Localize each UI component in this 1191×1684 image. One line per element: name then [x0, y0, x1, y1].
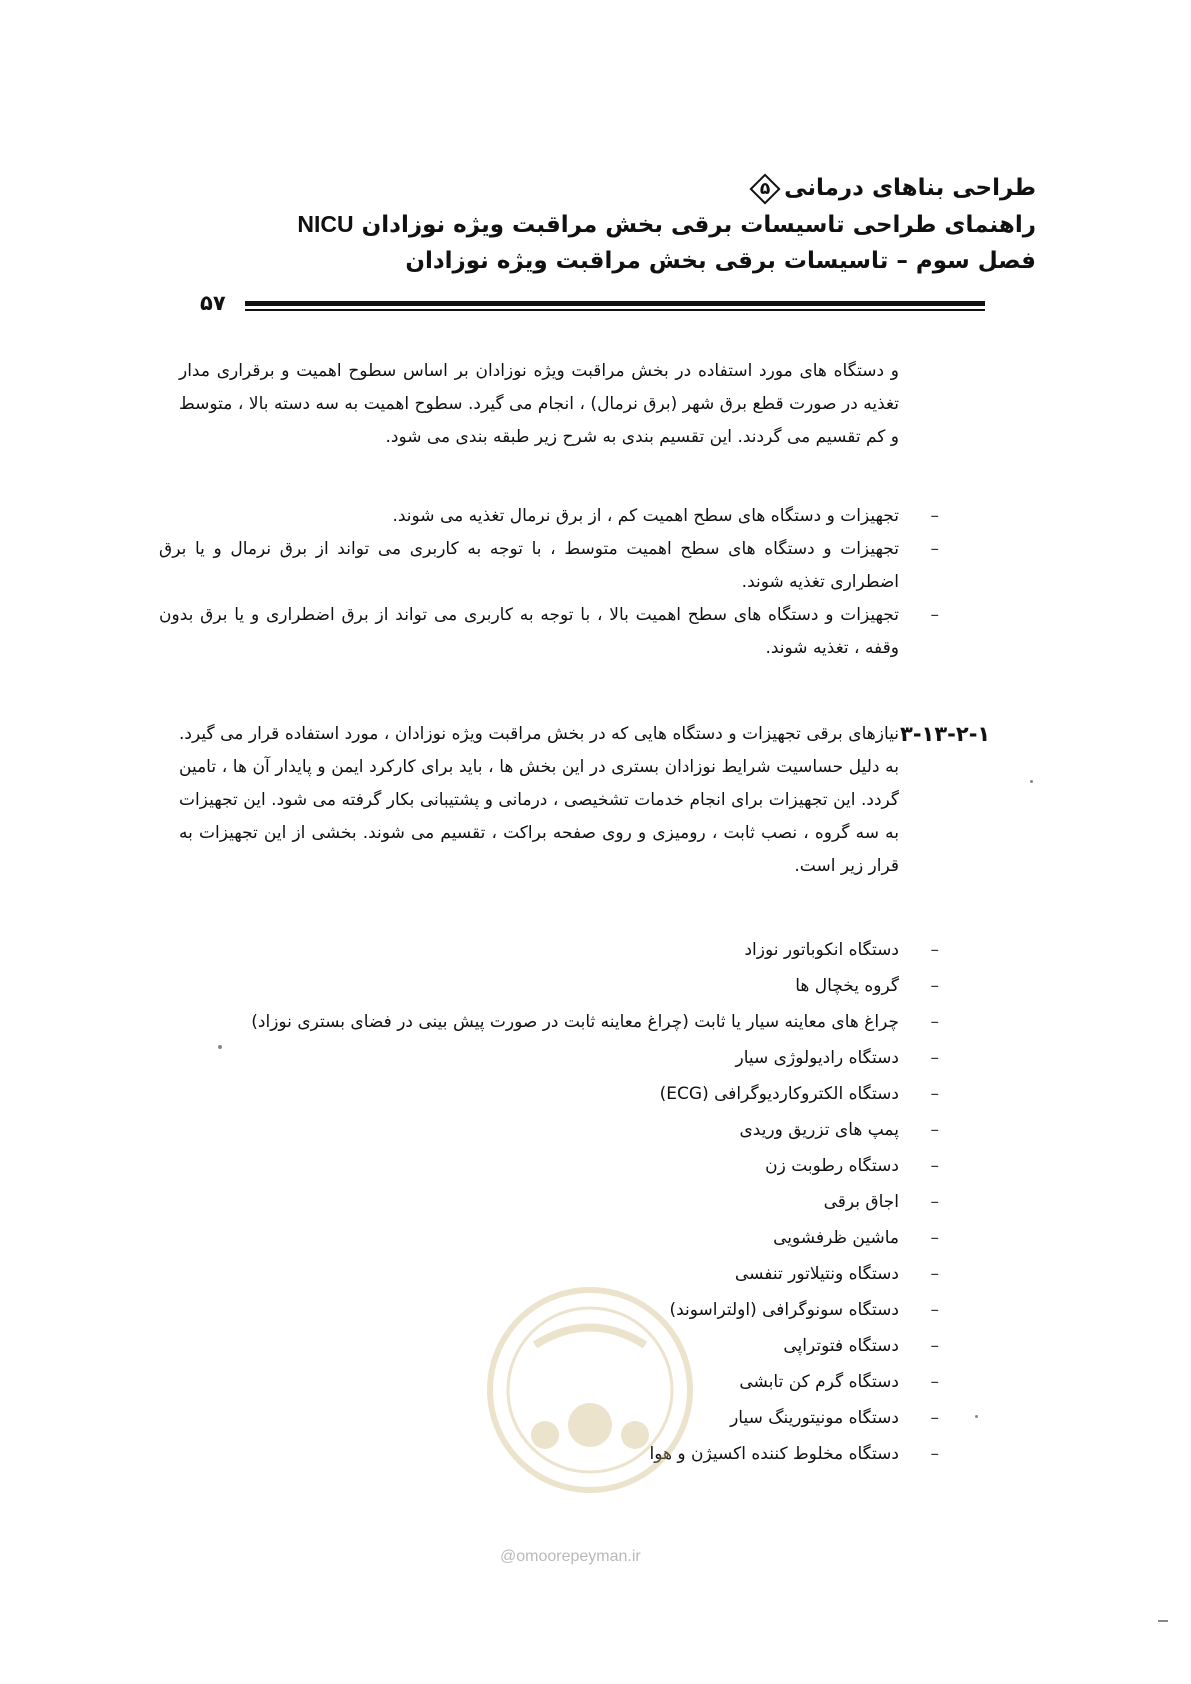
bullet-dash-icon: – — [930, 1336, 939, 1356]
scan-speck — [1158, 1620, 1168, 1622]
list-item: – تجهیزات و دستگاه های سطح اهمیت متوسط ، با توجه به کاربری می تواند از برق نرمال و یا برق اضطراری تغذیه شوند. — [159, 533, 899, 599]
bullet-dash-icon: – — [930, 1048, 939, 1068]
bullet-dash-icon: – — [930, 940, 939, 960]
list-item: – چراغ های معاینه سیار یا ثابت (چراغ معاینه ثابت در صورت پیش بینی در فضای بستری نوزاد) — [159, 1004, 899, 1040]
section-paragraph: نیازهای برقی تجهیزات و دستگاه هایی که در بخش مراقبت ویژه نوزادان ، مورد استفاده قرار می گیرد. به دلیل حساسیت شرایط نوزادان بستری در این بخش ها ، باید برای کارکرد ایمن و پایدار آن ها ، تامین گردد. این تجهیزات برای انجام خدمات تشخیصی ، درمانی و پشتیبانی بکار گرفته می شود. این تجهیزات به سه گروه ، نصب ثابت ، رومیزی و روی صفحه براکت ، تقسیم می شوند. بخشی از این تجهیزات به قرار زیر است. — [179, 724, 899, 876]
list-item: – اجاق برقی — [159, 1184, 899, 1220]
bullet-dash-icon: – — [930, 976, 939, 996]
header-rule — [245, 301, 985, 306]
header-series-title — [216, 170, 1036, 206]
page-number: ۵۷ — [200, 291, 226, 315]
bullet-dash-icon: – — [930, 539, 939, 559]
list-item: – دستگاه سونوگرافی (اولتراسوند) — [159, 1292, 899, 1328]
bullet-dash-icon: – — [930, 1012, 939, 1032]
list-item: – دستگاه انکوباتور نوزاد — [159, 932, 899, 968]
bullet-dash-icon: – — [930, 1192, 939, 1212]
list-item: – پمپ های تزریق وریدی — [159, 1112, 899, 1148]
bullet-dash-icon: – — [930, 1300, 939, 1320]
watermark-seal-icon — [480, 1275, 700, 1505]
series-title-text: طراحی بناهای درمانی — [784, 175, 1036, 201]
list-item: – دستگاه رادیولوژی سیار — [159, 1040, 899, 1076]
list-item: – دستگاه ونتیلاتور تنفسی — [159, 1256, 899, 1292]
guide-title-text: راهنمای طراحی تاسیسات برقی بخش مراقبت ویژه نوزادان — [361, 212, 1036, 238]
header-chapter-title: فصل سوم – تاسیسات برقی بخش مراقبت ویژه نوزادان — [405, 248, 1036, 274]
list-item: – دستگاه مونیتورینگ سیار — [159, 1400, 899, 1436]
page-header — [216, 170, 1036, 279]
header-guide-title — [216, 206, 1036, 243]
bullet-dash-icon: – — [930, 605, 939, 625]
section-number: ۳-۱۳-۲-۱ — [900, 722, 991, 746]
scan-speck — [1030, 780, 1033, 783]
volume-number: ۵ — [759, 178, 771, 199]
bullet-dash-icon: – — [930, 1084, 939, 1104]
list-item: – تجهیزات و دستگاه های سطح اهمیت بالا ، با توجه به کاربری می تواند از برق اضطراری و یا برق بدون وقفه ، تغذیه شوند. — [159, 599, 899, 665]
bullet-dash-icon: – — [930, 1372, 939, 1392]
scan-speck — [218, 1045, 222, 1049]
intro-paragraph: و دستگاه های مورد استفاده در بخش مراقبت ویژه نوزادان بر اساس سطوح اهمیت و برقراری مدار تغذیه در صورت قطع برق شهر (برق نرمال) ، انجام می گیرد. سطوح اهمیت به سه دسته بالا ، متوسط و کم تقسیم می گردند. این تقسیم بندی به شرح زیر طبقه بندی می شود. — [179, 361, 899, 447]
volume-badge-icon — [750, 174, 780, 204]
scan-speck — [975, 1415, 978, 1418]
list-item: – تجهیزات و دستگاه های سطح اهمیت کم ، از برق نرمال تغذیه می شوند. — [159, 500, 899, 533]
list-item: – دستگاه الکتروکاردیوگرافی (ECG) — [159, 1076, 899, 1112]
watermark-url: @omoorepeyman.ir — [500, 1548, 641, 1565]
list-item: – دستگاه مخلوط کننده اکسیژن و هوا — [159, 1436, 899, 1472]
list-item: – گروه یخچال ها — [159, 968, 899, 1004]
list-item: – دستگاه فتوتراپی — [159, 1328, 899, 1364]
list-item: – دستگاه گرم کن تابشی — [159, 1364, 899, 1400]
importance-levels-list — [159, 500, 939, 665]
bullet-dash-icon: – — [930, 1156, 939, 1176]
bullet-dash-icon: – — [930, 1264, 939, 1284]
bullet-dash-icon: – — [930, 1444, 939, 1464]
list-item: – ماشین ظرفشویی — [159, 1220, 899, 1256]
bullet-dash-icon: – — [930, 1408, 939, 1428]
guide-title-abbr: NICU — [297, 211, 354, 237]
bullet-dash-icon: – — [930, 1120, 939, 1140]
header-rule-thin — [245, 309, 985, 311]
bullet-dash-icon: – — [930, 1228, 939, 1248]
list-item: – دستگاه رطوبت زن — [159, 1148, 899, 1184]
bullet-dash-icon: – — [930, 506, 939, 526]
